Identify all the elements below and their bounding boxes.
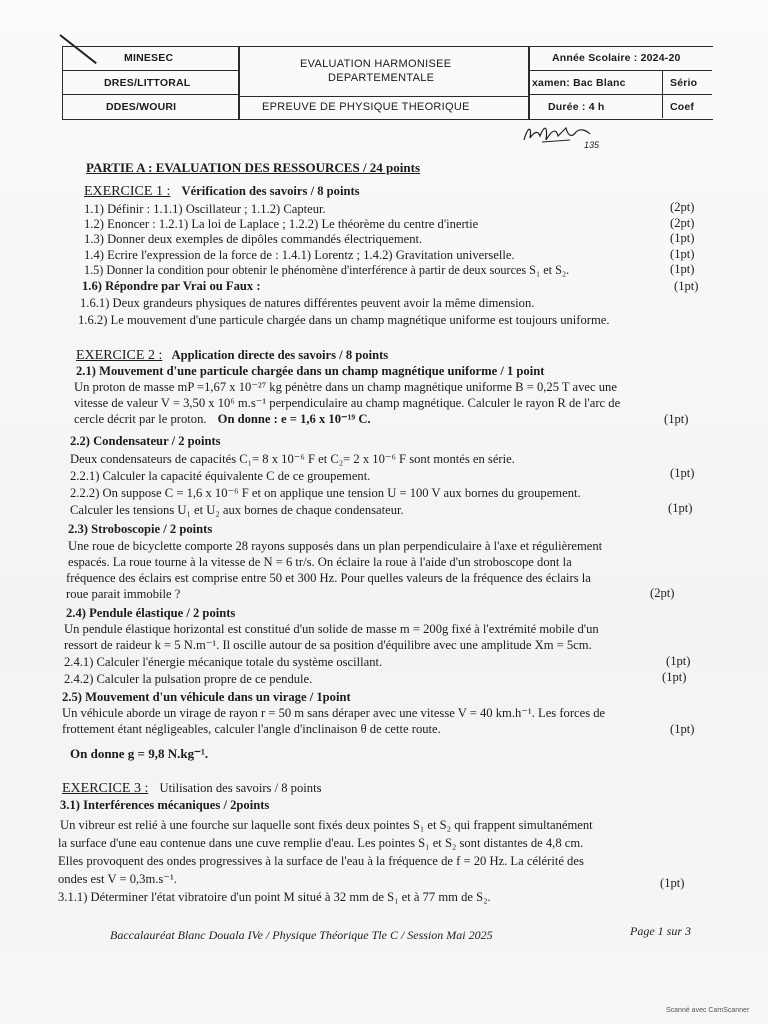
s31-line: la surface d'une eau contenue dans une cuve remplie d'eau. Les pointes S₁ et S₂ sont distantes de 4,8 cm. — [58, 836, 584, 850]
s22-line: Deux condensateurs de capacités C₁= 8 x 10⁻⁶ F et C₂= 2 x 10⁻⁶ F sont montés en série. — [70, 452, 515, 466]
s24-points: (1pt) — [662, 670, 687, 684]
s23-title: 2.3) Stroboscopie / 2 points — [68, 522, 213, 536]
s22-title: 2.2) Condensateur / 2 points — [70, 434, 221, 448]
ex1-line: 1.4) Ecrire l'expression de la force de : 1.4.1) Lorentz ; 1.4.2) Gravitation universelle. — [84, 248, 515, 262]
s22-line: Calculer les tensions U₁ et U₂ aux bornes de chaque condensateur. — [70, 503, 404, 517]
scanner-watermark: Scanné avec CamScanner — [666, 1007, 750, 1014]
header-divider — [662, 70, 663, 118]
ex1-heading — [84, 184, 360, 199]
header-divider — [238, 96, 528, 97]
header-divider — [528, 94, 712, 95]
ex3-title: EXERCICE 3 : — [62, 781, 149, 796]
ex1-points: (2pt) — [670, 200, 695, 214]
s24-line: ressort de raideur k = 5 N.m⁻¹. Il oscille autour de sa position d'équilibre avec une amplitude Xm = 5cm. — [64, 638, 592, 652]
duree-label: Durée : 4 h — [548, 101, 605, 113]
ex1-line: 1.6.1) Deux grandeurs physiques de natures différentes peuvent avoir la même dimension. — [80, 296, 535, 310]
s21-points: (1pt) — [664, 412, 689, 426]
s31-points: (1pt) — [660, 876, 685, 890]
header-divider — [62, 70, 238, 71]
s25-line: Un véhicule aborde un virage de rayon r = 50 m sans déraper avec une vitesse V = 40 km.h⁻¹. Les forces de — [62, 706, 606, 720]
serie-label: Sério — [670, 77, 698, 89]
s21-line: Un proton de masse mP =1,67 x 10⁻²⁷ kg pénètre dans un champ magnétique uniforme B = 0,25 T avec une — [74, 380, 617, 394]
s21-line-3 — [74, 412, 371, 427]
ex1-line: 1.6) Répondre par Vrai ou Faux : — [82, 279, 261, 293]
s22-points: (1pt) — [670, 466, 695, 480]
s31-line: 3.1.1) Déterminer l'état vibratoire d'un point M situé à 32 mm de S₁ et à 77 mm de S₂. — [58, 890, 491, 904]
s22-line: 2.2.2) On suppose C = 1,6 x 10⁻⁶ F et on applique une tension U = 100 V aux bornes du groupement. — [70, 486, 581, 500]
s22-line: 2.2.1) Calculer la capacité équivalente C de ce groupement. — [70, 469, 371, 483]
ex2-title: EXERCICE 2 : — [76, 348, 163, 363]
ex1-points: (1pt) — [670, 262, 695, 276]
s25-given: On donne g = 9,8 N.kg⁻¹. — [70, 746, 209, 761]
s25-line: frottement étant négligeables, calculer l'angle d'inclinaison θ de cette route. — [62, 722, 441, 736]
header-table — [62, 46, 712, 120]
ddes-label: DDES/WOURI — [106, 101, 177, 113]
s31-line: ondes est V = 0,3m.s⁻¹. — [58, 872, 177, 886]
coef-label: Coef — [670, 101, 695, 113]
s21-line: cercle décrit par le proton. — [74, 412, 207, 426]
ex1-points: (1pt) — [670, 247, 695, 261]
page-footer: Baccalauréat Blanc Douala IVe / Physique Théorique Tle C / Session Mai 2025 — [110, 928, 493, 942]
s31-line: Un vibreur est relié à une fourche sur laquelle sont fixés deux pointes S₁ et S₂ qui frappent simultanément — [60, 818, 593, 832]
ex2-subtitle: Application directe des savoirs / 8 points — [171, 348, 389, 362]
examen-label: xamen: Bac Blanc — [532, 77, 626, 89]
s24-line: Un pendule élastique horizontal est constitué d'un solide de masse m = 200g fixé à l'extrémité mobile d'un — [64, 622, 599, 636]
ex1-points: (2pt) — [670, 216, 695, 230]
epreuve-label: EPREUVE DE PHYSIQUE THEORIQUE — [262, 101, 470, 113]
s24-points: (1pt) — [666, 654, 691, 668]
page-number: Page 1 sur 3 — [630, 924, 691, 938]
ex3-subtitle: Utilisation des savoirs / 8 points — [159, 781, 322, 795]
signature-number: 135 — [584, 140, 600, 150]
ex1-points: (1pt) — [670, 231, 695, 245]
s23-line: Une roue de bicyclette comporte 28 rayons supposés dans un plan perpendiculaire à l'axe et régulièrement — [68, 539, 603, 553]
signature-icon — [522, 122, 592, 148]
s23-points: (2pt) — [650, 586, 675, 600]
partie-a-text: PARTIE A : EVALUATION DES RESSOURCES / 24 points — [86, 160, 421, 175]
s21-line: vitesse de valeur V = 3,50 x 10⁶ m.s⁻¹ perpendiculaire au champ magnétique. Calculer le rayon R de l'arc de — [74, 396, 621, 410]
s24-line: 2.4.1) Calculer l'énergie mécanique totale du système oscillant. — [64, 655, 383, 669]
ex1-title: EXERCICE 1 : — [84, 184, 171, 199]
dres-label: DRES/LITTORAL — [104, 77, 191, 89]
ex1-subtitle: Vérification des savoirs / 8 points — [181, 184, 360, 198]
ex1-points: (1pt) — [674, 279, 699, 293]
s25-title: 2.5) Mouvement d'un véhicule dans un virage / 1point — [62, 690, 351, 704]
s21-title: 2.1) Mouvement d'une particule chargée dans un champ magnétique uniforme / 1 point — [76, 364, 545, 378]
s25-points: (1pt) — [670, 722, 695, 736]
s31-title: 3.1) Interférences mécaniques / 2points — [60, 798, 270, 812]
ex2-heading — [76, 348, 388, 363]
ex1-line: 1.3) Donner deux exemples de dipôles commandés électriquement. — [84, 232, 423, 246]
s21-given: On donne : e = 1,6 x 10⁻¹⁹ C. — [217, 412, 371, 426]
eval-title-line2: DEPARTEMENTALE — [328, 72, 435, 84]
ex1-line: 1.2) Enoncer : 1.2.1) La loi de Laplace ; 1.2.2) Le théorème du centre d'inertie — [84, 217, 479, 231]
s24-title: 2.4) Pendule élastique / 2 points — [66, 606, 236, 620]
s24-line: 2.4.2) Calculer la pulsation propre de ce pendule. — [64, 672, 313, 686]
ex1-line: 1.5) Donner la condition pour obtenir le phénomène d'interférence à partir de deux sources S₁ et S₂. — [84, 263, 570, 277]
ex1-line: 1.1) Définir : 1.1.1) Oscillateur ; 1.1.2) Capteur. — [84, 202, 326, 216]
partie-a-title — [86, 160, 420, 175]
annee-label: Année Scolaire : 2024-20 — [552, 52, 681, 64]
minesec-label: MINESEC — [124, 52, 174, 64]
header-divider — [62, 94, 238, 95]
s23-line: fréquence des éclairs est comprise entre 50 et 300 Hz. Pour quelles valeurs de la fréquence des éclairs la — [66, 571, 591, 585]
eval-title-line1: EVALUATION HARMONISEE — [300, 58, 452, 70]
s23-line: roue parait immobile ? — [66, 587, 181, 601]
header-divider — [528, 70, 712, 71]
ex1-line: 1.6.2) Le mouvement d'une particule chargée dans un champ magnétique uniforme est toujours uniforme. — [78, 313, 610, 327]
ex3-heading — [62, 781, 321, 796]
s22-points: (1pt) — [668, 501, 693, 515]
s31-line: Elles provoquent des ondes progressives à la surface de l'eau à la fréquence de f = 20 Hz. La célérité des — [58, 854, 584, 868]
s23-line: espacés. La roue tourne à la vitesse de N = 6 tr/s. On éclaire la roue à l'aide d'un stroboscope dont la — [68, 555, 572, 569]
